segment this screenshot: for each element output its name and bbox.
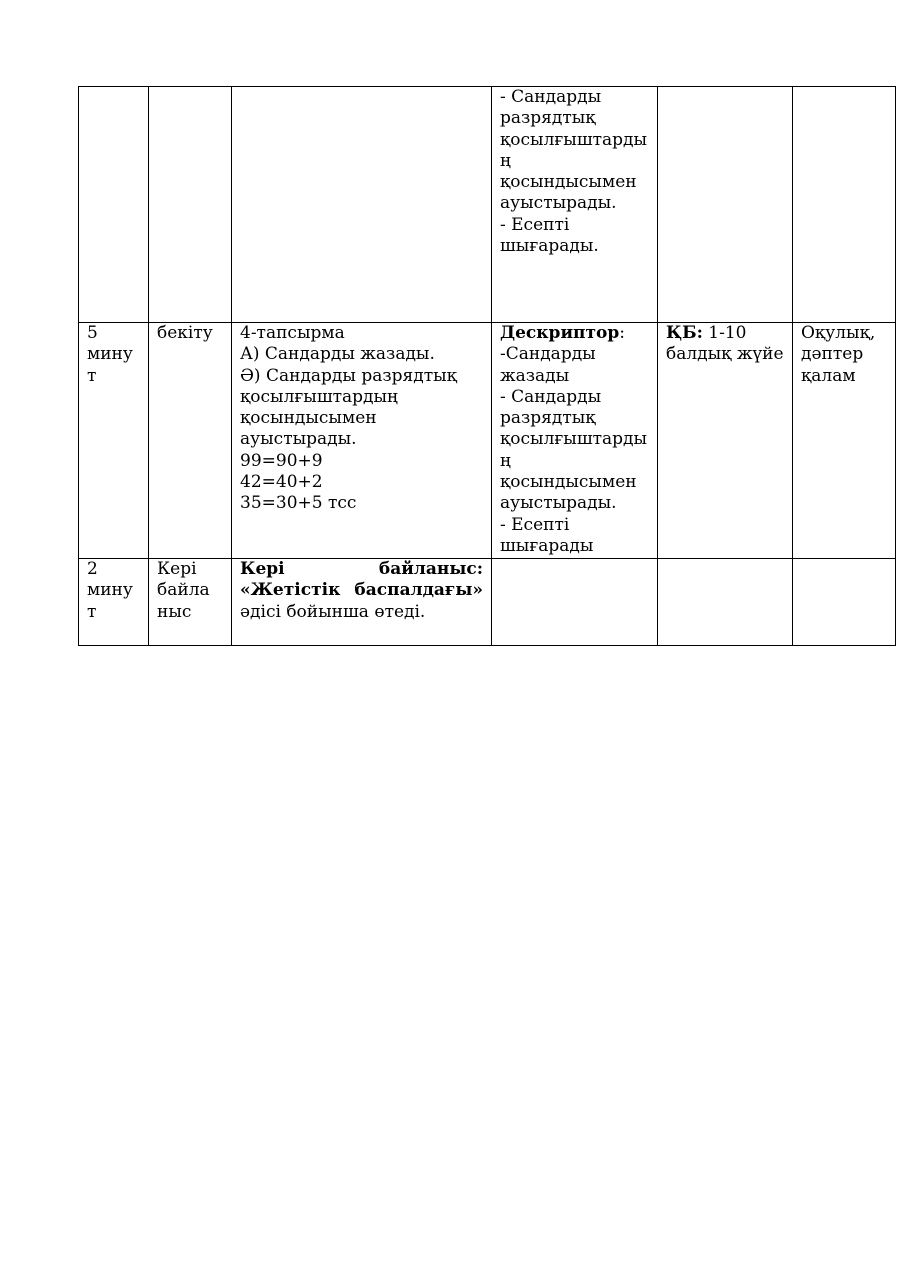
resource-item: қалам bbox=[801, 365, 856, 386]
descriptor-cell bbox=[492, 323, 658, 559]
descriptor-line: - Сандарды разрядтық қосылғыштардың қосындысымен ауыстырады. bbox=[500, 386, 648, 514]
time-text: мину bbox=[87, 580, 133, 601]
task-line: 99=90+9 bbox=[240, 450, 323, 471]
feedback-method: «Жетістік баспалдағы» bbox=[240, 580, 483, 601]
time-text: 5 bbox=[87, 323, 98, 343]
feedback-description: әдісі бойынша өтеді. bbox=[240, 601, 426, 622]
lesson-plan-table bbox=[78, 86, 896, 646]
descriptor-line: -Сандарды жазады bbox=[500, 344, 596, 386]
task-line: 35=30+5 тсс bbox=[240, 493, 357, 514]
time-text: т bbox=[87, 365, 97, 386]
task-line: 42=40+2 bbox=[240, 472, 323, 493]
task-line: 4-тапсырма bbox=[240, 323, 345, 343]
feedback-text-block bbox=[240, 559, 483, 623]
stage-text: бекіту bbox=[157, 323, 213, 343]
assessment-label: ҚБ: bbox=[666, 323, 703, 343]
time-cell bbox=[79, 87, 149, 323]
assessment-text: 1-10 балдық жүйе bbox=[666, 323, 784, 365]
descriptor-cell bbox=[492, 559, 658, 646]
feedback-label: Кері байланыс: bbox=[240, 559, 483, 579]
descriptor-colon: : bbox=[619, 323, 625, 343]
task-line: А) Сандарды жазады. bbox=[240, 344, 435, 365]
stage-cell bbox=[149, 559, 232, 646]
task-cell bbox=[232, 559, 492, 646]
resource-item: дәптер bbox=[801, 344, 864, 365]
table-row bbox=[79, 323, 896, 559]
assessment-cell bbox=[658, 87, 793, 323]
time-text: т bbox=[87, 601, 97, 622]
stage-text: ныс bbox=[157, 601, 192, 622]
resources-cell bbox=[793, 87, 896, 323]
assessment-cell bbox=[658, 323, 793, 559]
table-row bbox=[79, 87, 896, 323]
time-text: мину bbox=[87, 344, 133, 365]
time-cell bbox=[79, 323, 149, 559]
resources-cell bbox=[793, 559, 896, 646]
stage-text: Кері bbox=[157, 559, 197, 579]
descriptor-label: Дескриптор bbox=[500, 323, 620, 343]
task-cell bbox=[232, 87, 492, 323]
descriptor-heading bbox=[500, 323, 649, 344]
stage-text: байла bbox=[157, 580, 210, 601]
resource-item: Оқулық, bbox=[801, 323, 876, 343]
table-row bbox=[79, 559, 896, 646]
descriptor-line: - Есепті шығарады bbox=[500, 514, 594, 556]
stage-cell bbox=[149, 87, 232, 323]
assessment-cell bbox=[658, 559, 793, 646]
resources-cell bbox=[793, 323, 896, 559]
descriptor-cell bbox=[492, 87, 658, 323]
task-line: Ә) Сандарды разрядтық қосылғыштардың қосындысымен ауыстырады. bbox=[240, 365, 457, 450]
task-cell bbox=[232, 323, 492, 559]
descriptor-line: - Сандарды разрядтық қосылғыштардың қосындысымен ауыстырады. bbox=[500, 87, 648, 214]
time-text: 2 bbox=[87, 559, 98, 579]
stage-cell bbox=[149, 323, 232, 559]
time-cell bbox=[79, 559, 149, 646]
descriptor-line: - Есепті шығарады. bbox=[500, 214, 599, 257]
